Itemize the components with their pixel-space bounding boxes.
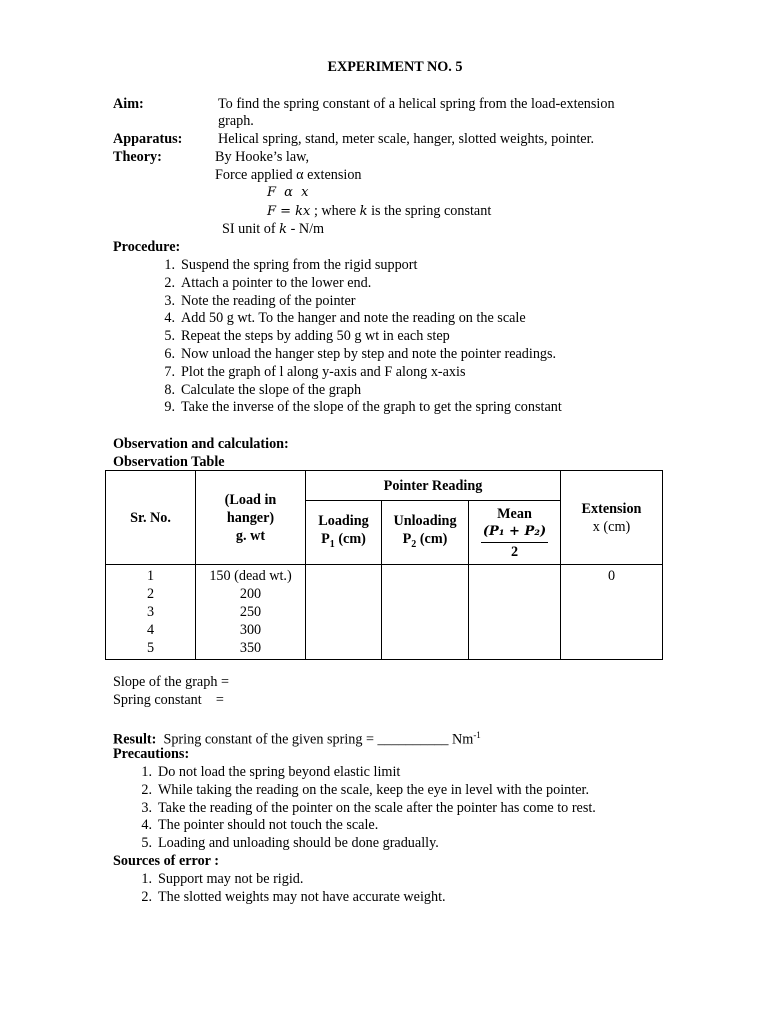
hooke-formula: F = kx xyxy=(267,204,311,219)
theory-line2: Force applied α extension xyxy=(215,167,362,183)
header-loading-unit: (cm) xyxy=(334,530,366,547)
slope-line: Slope of the graph = xyxy=(113,674,229,690)
apparatus-label: Apparatus: xyxy=(113,131,183,147)
precaution-item xyxy=(126,834,439,852)
precaution-item xyxy=(126,816,378,834)
precaution-item-text: The pointer should not touch the scale. xyxy=(158,817,379,834)
mean-denominator: 2 xyxy=(510,543,519,560)
sr-number: 1 xyxy=(146,568,155,584)
procedure-step-item-number: 1. xyxy=(164,257,175,273)
precaution-item-number: 4. xyxy=(141,817,152,834)
procedure-step-item-text: Note the reading of the pointer xyxy=(181,292,356,309)
load-value: 300 xyxy=(239,622,262,638)
header-unloading-p: P xyxy=(402,530,412,547)
precautions-label: Precautions: xyxy=(113,746,190,762)
procedure-step-item-number: 4. xyxy=(164,310,175,327)
precaution-item-text: Take the reading of the pointer on the scale after the pointer has come to rest. xyxy=(158,799,596,816)
observation-table xyxy=(105,470,663,660)
load-value: 350 xyxy=(239,640,262,656)
header-loading-line2 xyxy=(306,530,381,554)
procedure-step-item xyxy=(150,327,450,345)
header-loading xyxy=(306,501,382,565)
si-suffix: - N/m xyxy=(287,221,325,237)
aim-text-line2: graph. xyxy=(218,113,254,129)
header-mean-label: Mean xyxy=(497,505,532,522)
header-unloading-line2 xyxy=(382,530,468,554)
result-label: Result: xyxy=(113,731,157,748)
mean-cell xyxy=(469,565,561,660)
procedure-step-item xyxy=(150,309,526,327)
procedure-label: Procedure: xyxy=(113,239,181,255)
result-superscript: -1 xyxy=(473,730,481,740)
si-unit-line xyxy=(222,220,324,239)
procedure-step-item-number: 7. xyxy=(164,363,175,380)
procedure-step-item-number: 8. xyxy=(164,381,175,398)
procedure-step-item xyxy=(150,363,466,381)
theory-line1: By Hooke’s law, xyxy=(215,149,310,165)
theory-equation-hooke xyxy=(267,202,491,221)
header-mean xyxy=(469,501,561,565)
header-loading-p: P xyxy=(321,530,330,547)
procedure-step-item-number: 2. xyxy=(164,274,175,291)
si-prefix: SI unit of xyxy=(222,221,280,237)
aim-text-line1: To find the spring constant of a helical spring from the load-extension xyxy=(218,96,615,112)
aim-label: Aim: xyxy=(113,96,144,112)
procedure-step-item-text: Calculate the slope of the graph xyxy=(181,381,362,398)
procedure-step-item xyxy=(150,256,417,274)
error-source-item-text: The slotted weights may not have accurate weight. xyxy=(158,888,446,905)
mean-numerator: (P₁ + P₂) xyxy=(481,523,548,543)
errors-label: Sources of error : xyxy=(113,853,219,869)
theory-label: Theory: xyxy=(113,149,162,165)
header-unloading-line1: Unloading xyxy=(393,512,457,529)
header-extension-line2: x (cm) xyxy=(592,518,631,535)
header-loading-line1: Loading xyxy=(318,512,369,529)
load-value: 200 xyxy=(239,586,262,602)
precaution-item-number: 3. xyxy=(141,799,152,816)
page-title: EXPERIMENT NO. 5 xyxy=(327,59,463,75)
procedure-step-item-text: Suspend the spring from the rigid support xyxy=(181,257,418,273)
precaution-item xyxy=(126,763,400,781)
observation-table-title: Observation Table xyxy=(113,454,225,470)
procedure-step-item-number: 5. xyxy=(164,328,175,345)
hooke-where: ; where xyxy=(310,203,360,219)
precaution-item-text: While taking the reading on the scale, keep the eye in level with the pointer. xyxy=(158,781,589,798)
table-data-row xyxy=(106,565,663,660)
header-load-line2: hanger) xyxy=(226,509,275,526)
procedure-step-item-text: Take the inverse of the slope of the graph to get the spring constant xyxy=(181,399,562,416)
procedure-step-item-number: 9. xyxy=(164,399,175,416)
observation-heading: Observation and calculation: xyxy=(113,436,289,452)
procedure-step-item xyxy=(150,381,361,399)
precaution-item-number: 1. xyxy=(141,764,152,780)
error-source-item xyxy=(126,870,303,888)
apparatus-text: Helical spring, stand, meter scale, hanger, slotted weights, pointer. xyxy=(218,131,595,147)
procedure-step-item-number: 3. xyxy=(164,292,175,309)
load-value: 250 xyxy=(239,604,262,620)
procedure-step-item xyxy=(150,274,371,292)
sr-number: 3 xyxy=(146,604,155,620)
procedure-step-item-text: Repeat the steps by adding 50 g wt in each step xyxy=(181,328,450,345)
result-text: Spring constant of the given spring = __________ Nm xyxy=(156,731,474,748)
procedure-step-item-text: Now unload the hanger step by step and note the pointer readings. xyxy=(181,346,557,362)
header-extension-line1: Extension xyxy=(581,500,642,517)
sr-number: 5 xyxy=(146,640,155,656)
procedure-step-item xyxy=(150,398,562,416)
mean-fraction xyxy=(481,523,548,561)
procedure-step-item xyxy=(150,345,556,363)
unloading-cell xyxy=(382,565,469,660)
si-k: k xyxy=(279,222,288,237)
hooke-k: k xyxy=(359,204,368,219)
sr-number: 2 xyxy=(146,586,155,602)
header-load-line3: g. wt xyxy=(235,527,266,544)
error-source-item-number: 1. xyxy=(141,871,152,887)
procedure-step-item-text: Add 50 g wt. To the hanger and note the reading on the scale xyxy=(181,310,526,327)
header-load xyxy=(196,471,306,565)
error-source-item xyxy=(126,888,446,906)
loading-cell xyxy=(306,565,382,660)
procedure-step-item-number: 6. xyxy=(164,346,175,362)
header-unloading xyxy=(382,501,469,565)
precaution-item-text: Loading and unloading should be done gradually. xyxy=(158,835,439,852)
sr-number-cell xyxy=(106,565,196,660)
error-source-item-text: Support may not be rigid. xyxy=(158,871,304,887)
header-extension xyxy=(561,471,663,565)
extension-value: 0 xyxy=(607,568,616,584)
precaution-item-number: 5. xyxy=(141,835,152,852)
extension-cell xyxy=(561,565,663,660)
procedure-step-item xyxy=(150,292,356,310)
sr-number: 4 xyxy=(146,622,155,638)
precaution-item xyxy=(126,799,596,817)
spring-constant-line: Spring constant = xyxy=(113,692,224,708)
hooke-desc: is the spring constant xyxy=(367,203,492,219)
theory-equation-proportional: F α x xyxy=(267,185,311,200)
header-unloading-sub: 2 xyxy=(411,538,417,550)
load-value: 150 (dead wt.) xyxy=(209,568,292,584)
precaution-item-number: 2. xyxy=(141,781,152,798)
precaution-item-text: Do not load the spring beyond elastic limit xyxy=(158,764,401,780)
precaution-item xyxy=(126,781,589,799)
load-cell xyxy=(196,565,306,660)
procedure-step-item-text: Plot the graph of l along y-axis and F along x-axis xyxy=(181,363,466,380)
header-load-line1: (Load in xyxy=(224,491,277,508)
error-source-item-number: 2. xyxy=(141,888,152,905)
header-sr-no: Sr. No. xyxy=(106,471,196,565)
procedure-step-item-text: Attach a pointer to the lower end. xyxy=(181,274,372,291)
header-pointer-reading: Pointer Reading xyxy=(306,471,561,501)
header-unloading-unit: (cm) xyxy=(416,530,448,547)
header-loading-sub: 1 xyxy=(329,538,335,550)
